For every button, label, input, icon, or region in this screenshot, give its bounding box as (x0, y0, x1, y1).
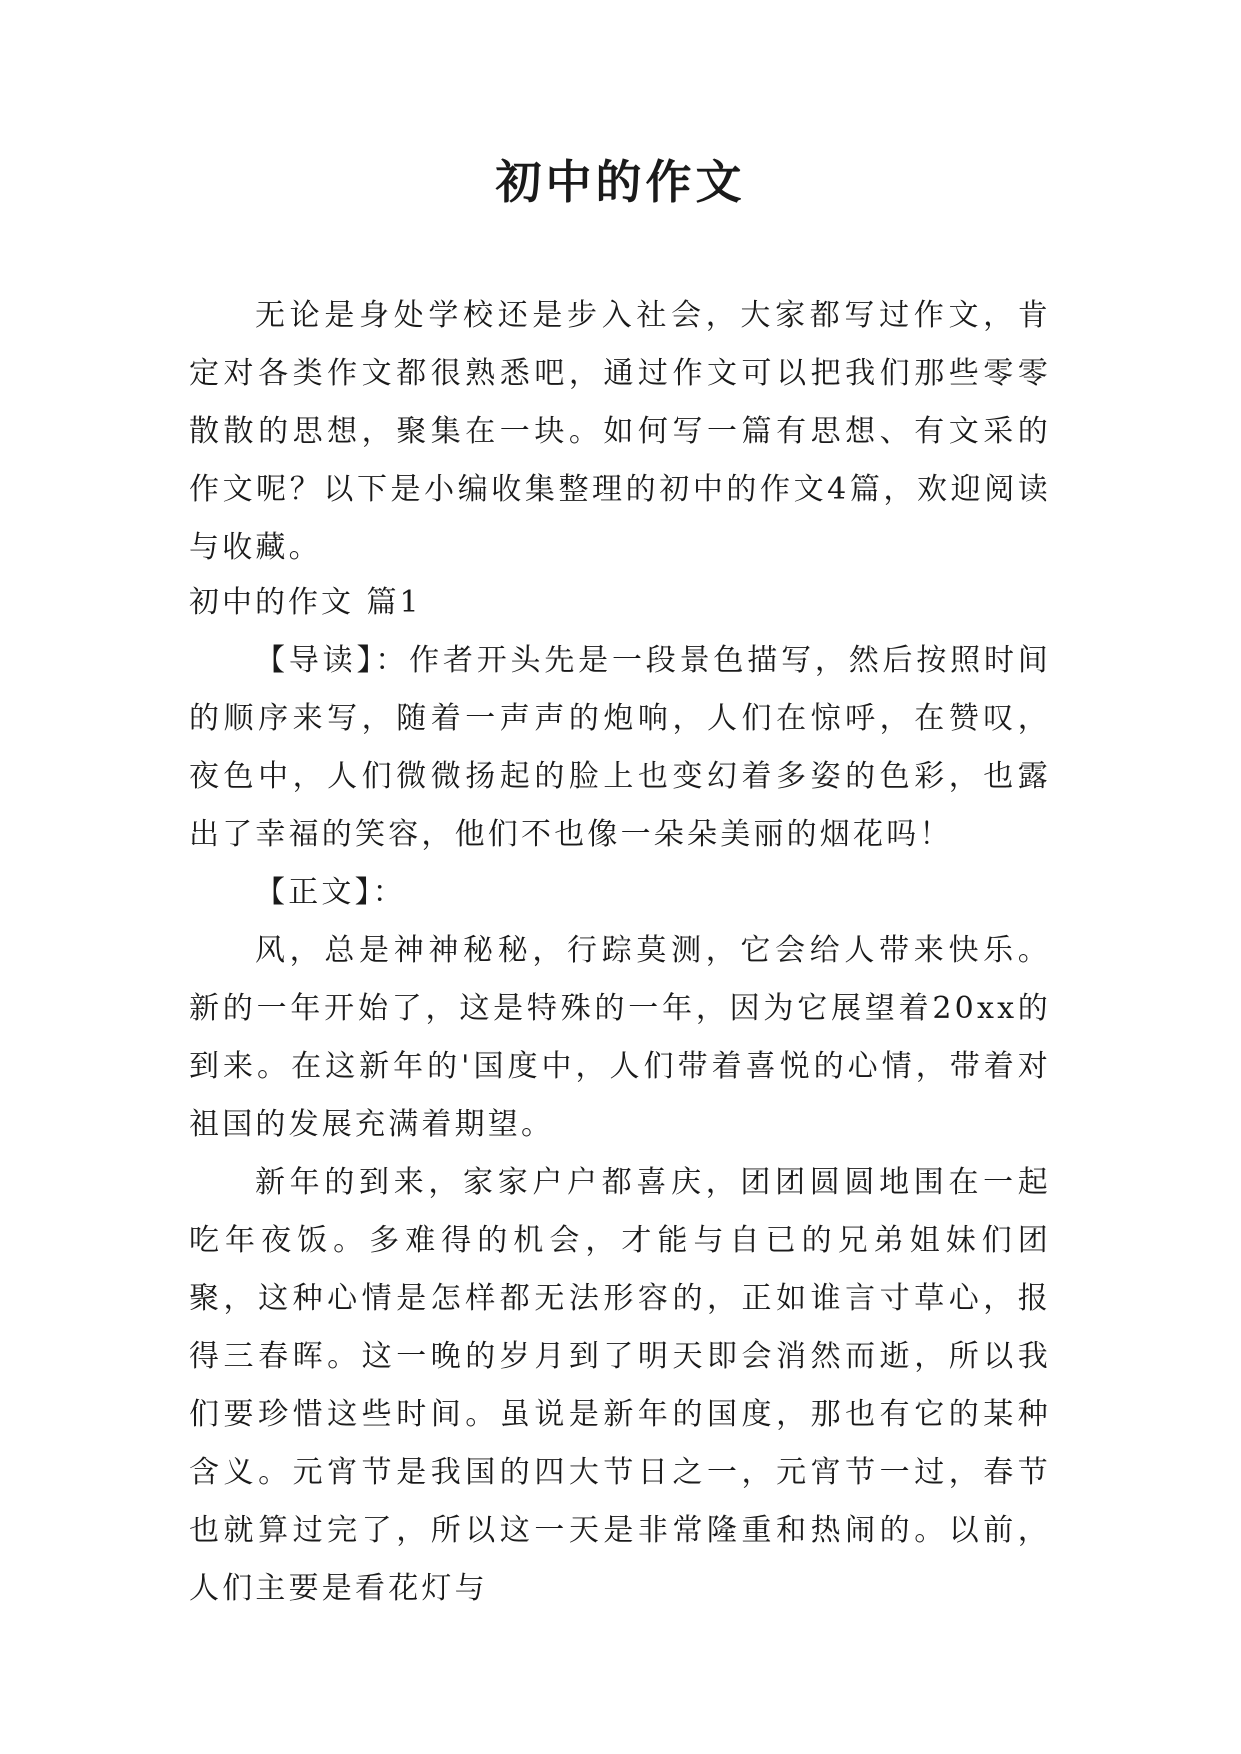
section-1 (189, 574, 1051, 1618)
body-paragraph-2: 新年的到来，家家户户都喜庆，团团圆圆地围在一起吃年夜饭。多难得的机会，才能与自已的兄弟姐妹们团聚，这种心情是怎样都无法形容的，正如谁言寸草心，报得三春晖。这一晚的岁月到了明天即会消然而逝，所以我们要珍惜这些时间。虽说是新年的国度，那也有它的某种含义。元宵节是我国的四大节日之一，元宵节一过，春节也就算过完了，所以这一天是非常隆重和热闹的。以前，人们主要是看花灯与 (189, 1165, 1051, 1606)
body-label: 【正文】： (255, 875, 406, 910)
guide-paragraph: 【导读】：作者开头先是一段景色描写，然后按照时间的顺序来写，随着一声声的炮响，人们在惊呼，在赞叹，夜色中，人们微微扬起的脸上也变幻着多姿的色彩，也露出了幸福的笑容，他们不也像一朵朵美丽的烟花吗！ (189, 643, 1051, 852)
intro-paragraph: 无论是身处学校还是步入社会，大家都写过作文，肯定对各类作文都很熟悉吧，通过作文可以把我们那些零零散散的思想，聚集在一块。如何写一篇有思想、有文采的作文呢？以下是小编收集整理的初中的作文4篇，欢迎阅读与收藏。 (189, 298, 1051, 565)
body-paragraph-1: 风，总是神神秘秘，行踪莫测，它会给人带来快乐。新的一年开始了，这是特殊的一年，因为它展望着20xx的到来。在这新年的'国度中，人们带着喜悦的心情，带着对祖国的发展充满着期望。 (189, 933, 1051, 1142)
document-title: 初中的作文 (495, 155, 746, 209)
section-heading: 初中的作文 篇1 (189, 585, 422, 620)
intro-block (189, 287, 1051, 577)
